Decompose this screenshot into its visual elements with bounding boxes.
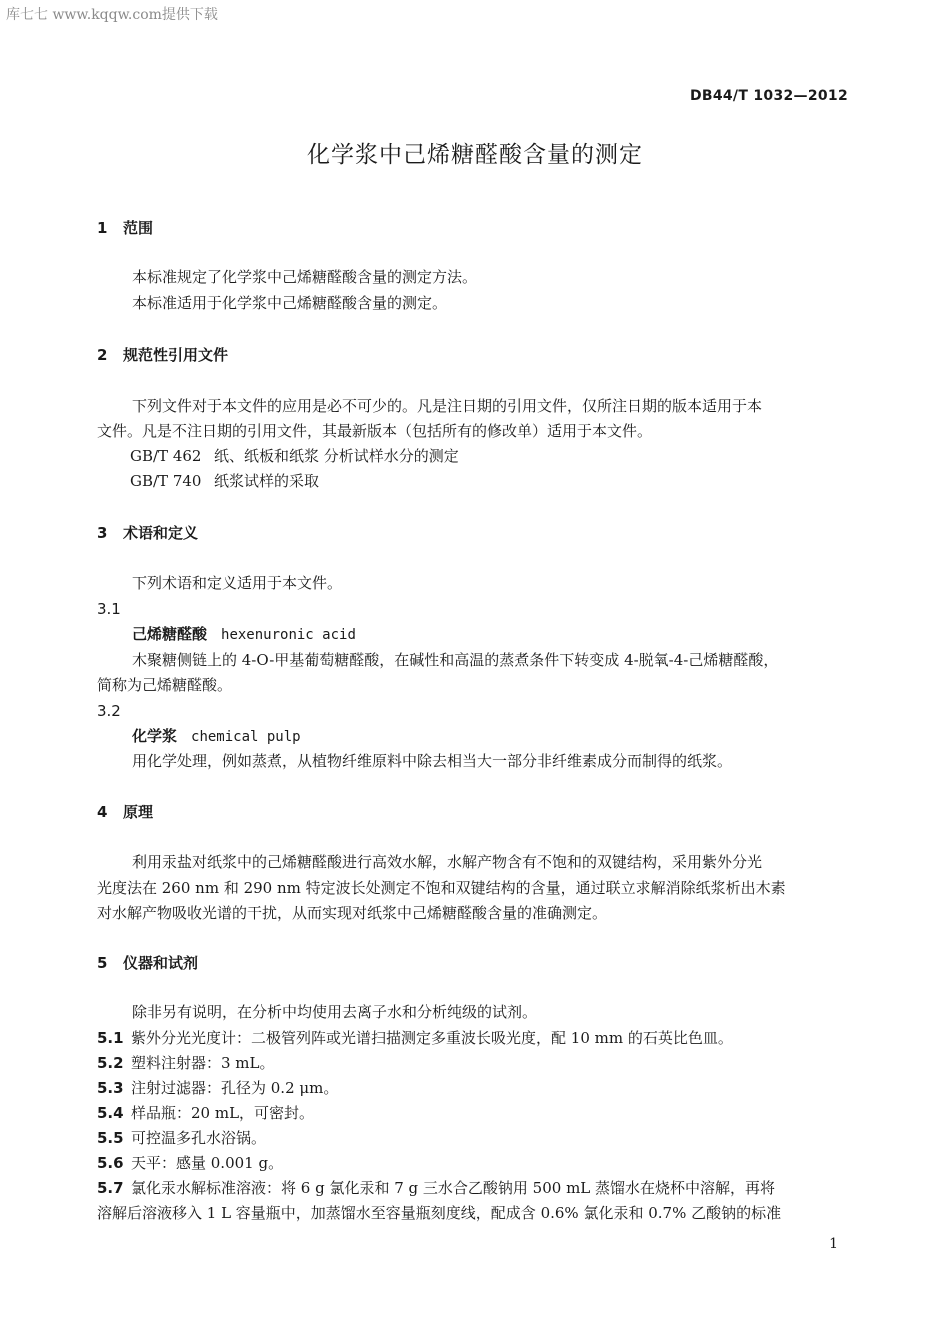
paragraph-continuation: 光度法在 260 nm 和 290 nm 特定波长处测定不饱和双键结构的含量，通过联立求解消除纸浆析出木素 — [97, 879, 786, 897]
term-entry — [132, 726, 301, 747]
section-title: 原理 — [123, 803, 154, 821]
paragraph: 利用汞盐对纸浆中的己烯糖醛酸进行高效水解，水解产物含有不饱和的双键结构，采用紫外分光 — [132, 853, 763, 871]
reference-code: GB/T 462 — [130, 447, 202, 465]
section-title: 范围 — [123, 219, 154, 237]
item-text: 注射过滤器：孔径为 0.2 μm。 — [131, 1079, 339, 1097]
item-text: 天平：感量 0.001 g。 — [131, 1154, 284, 1172]
term-definition-continuation: 简称为己烯糖醛酸。 — [97, 676, 233, 694]
document-number: DB44/T 1032—2012 — [689, 88, 848, 104]
term-zh: 化学浆 — [132, 727, 178, 745]
term-number: 3.2 — [97, 702, 121, 720]
item-text: 样品瓶：20 mL，可密封。 — [131, 1104, 315, 1122]
term-number: 3.1 — [97, 600, 121, 618]
item-number: 5.6 — [97, 1154, 124, 1172]
section-5-heading — [97, 953, 198, 973]
item-text: 紫外分光光度计：二极管列阵或光谱扫描测定多重波长吸光度，配 10 mm 的石英比色皿。 — [131, 1029, 733, 1047]
list-item — [97, 1053, 275, 1073]
paragraph: 本标准适用于化学浆中己烯糖醛酸含量的测定。 — [132, 294, 448, 312]
watermark: 库七七 www.kqqw.com提供下载 — [6, 7, 218, 23]
section-number: 4 — [97, 803, 108, 821]
section-3-heading — [97, 523, 198, 543]
list-item — [97, 1103, 314, 1123]
list-item-continuation: 溶解后溶液移入 1 L 容量瓶中，加蒸馏水至容量瓶刻度线，配成含 0.6% 氯化汞和 0.7% 乙酸钠的标准 — [97, 1204, 782, 1222]
section-title: 术语和定义 — [123, 524, 199, 542]
paragraph: 下列文件对于本文件的应用是必不可少的。凡是注日期的引用文件，仅所注日期的版本适用于本 — [132, 397, 763, 415]
term-en: hexenuronic acid — [221, 627, 356, 643]
item-number: 5.7 — [97, 1179, 124, 1197]
page-number: 1 — [829, 1236, 838, 1252]
list-item — [97, 1028, 733, 1048]
section-1-heading — [97, 218, 153, 238]
reference-title: 纸、纸板和纸浆 分析试样水分的测定 — [214, 447, 459, 465]
term-en: chemical pulp — [191, 729, 301, 745]
item-number: 5.4 — [97, 1104, 124, 1122]
section-title: 仪器和试剂 — [123, 954, 199, 972]
list-item — [97, 1128, 266, 1148]
term-definition: 木聚糖侧链上的 4-O-甲基葡萄糖醛酸，在碱性和高温的蒸煮条件下转变成 4-脱氧-4-己烯糖醛酸， — [132, 651, 779, 669]
section-number: 3 — [97, 524, 108, 542]
reference-code: GB/T 740 — [130, 472, 202, 490]
reference-title: 纸浆试样的采取 — [214, 472, 320, 490]
page-title: 化学浆中己烯糖醛酸含量的测定 — [307, 142, 643, 168]
section-number: 1 — [97, 219, 108, 237]
item-number: 5.5 — [97, 1129, 124, 1147]
paragraph: 除非另有说明，在分析中均使用去离子水和分析纯级的试剂。 — [132, 1003, 538, 1021]
item-number: 5.2 — [97, 1054, 124, 1072]
item-text: 氯化汞水解标准溶液：将 6 g 氯化汞和 7 g 三水合乙酸钠用 500 mL 蒸馏水在烧杯中溶解，再将 — [131, 1179, 776, 1197]
section-4-heading — [97, 802, 153, 822]
term-entry — [132, 624, 356, 645]
item-number: 5.3 — [97, 1079, 124, 1097]
list-item — [97, 1153, 283, 1173]
paragraph-continuation: 文件。凡是不注日期的引用文件，其最新版本（包括所有的修改单）适用于本文件。 — [97, 422, 653, 440]
paragraph: 本标准规定了化学浆中己烯糖醛酸含量的测定方法。 — [132, 268, 478, 286]
section-number: 2 — [97, 346, 108, 364]
list-item — [97, 1078, 338, 1098]
item-text: 可控温多孔水浴锅。 — [131, 1129, 267, 1147]
reference-item — [130, 471, 319, 491]
section-number: 5 — [97, 954, 108, 972]
section-2-heading — [97, 345, 228, 365]
section-title: 规范性引用文件 — [123, 346, 229, 364]
reference-item — [130, 446, 459, 466]
term-zh: 己烯糖醛酸 — [132, 625, 208, 643]
item-number: 5.1 — [97, 1029, 124, 1047]
paragraph: 下列术语和定义适用于本文件。 — [132, 574, 343, 592]
paragraph-continuation: 对水解产物吸收光谱的干扰，从而实现对纸浆中己烯糖醛酸含量的准确测定。 — [97, 904, 608, 922]
item-text: 塑料注射器：3 mL。 — [131, 1054, 275, 1072]
term-definition: 用化学处理，例如蒸煮，从植物纤维原料中除去相当大一部分非纤维素成分而制得的纸浆。 — [132, 752, 733, 770]
list-item — [97, 1178, 775, 1198]
